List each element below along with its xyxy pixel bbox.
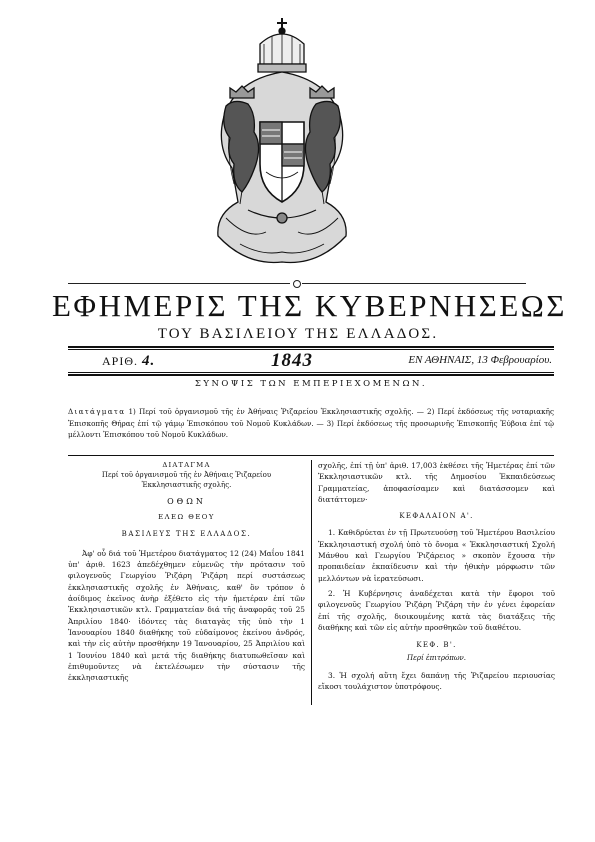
synopsis-text: 1) Περί τοῦ ὀργανισμοῦ τῆς ἐν Ἀθήναις Ῥιζαρείου Ἐκκλησιαστικῆς σχολῆς. — 2) Περί ἐκδόσεως τῆς νοταριακῆς Ἐπισκοπῆς Θήρας ἐπί τῷ γάμῳ Ἐπισκόπου τοῦ Νομοῦ Κυκλάδων. — 3) Περί ἐκδόσεως τῆς προσωρινῆς Ἐπισκοπῆς Ἐύβοια ἐπί τῷ μέλλοντι Ἐπισκόπου τοῦ Νομοῦ Κυκλάδων.	[68, 407, 554, 439]
synopsis-body	[68, 406, 554, 441]
issue-number-label: ΑΡΙΘ.	[102, 354, 139, 368]
issue-number	[102, 353, 155, 370]
royal-coat-of-arms	[196, 14, 368, 276]
monarch-title: ΒΑΣΙΛΕΥΣ ΤΗΣ ΕΛΛΑΔΟΣ.	[121, 529, 252, 538]
monarch-name: ΟΘΩΝ	[167, 497, 206, 506]
issue-number-value: 4.	[142, 353, 156, 369]
chapter-2-subtitle: Περί ἐπιτρόπων.	[406, 654, 467, 663]
issue-year: 1843	[271, 350, 313, 371]
article-3: 3. Ἡ σχολή αὕτη ἔχει δαπάνῃ τῆς Ῥιζαρείου περιουσίας εἴκοσι τουλάχιστον ὑποτρόφους.	[318, 670, 555, 692]
right-column	[318, 460, 555, 696]
decree-doc-type: ΔΙΑΤΑΓΜΑ	[162, 461, 211, 469]
decree-subject: Περί τοῦ ὀργανισμοῦ τῆς ἐν Ἀθήναις Ῥιζαρείου Ἐκκλησιαστικῆς σχολῆς.	[101, 471, 272, 489]
column-divider	[311, 460, 312, 705]
issue-place-date: ΕΝ ΑΘΗΝΑΙΣ, 13 Φεβρουαρίου.	[408, 354, 552, 366]
gazette-title: ΕΦΗΜΕΡΙΣ ΤΗΣ ΚΥΒΕΡΝΗΣΕΩΣ	[52, 288, 567, 323]
article-2: 2. Ἡ Κυβέρνησις ἀναδέχεται κατὰ τὴν ἔφοροι τοῦ φιλογενοῦς Γεωργίου Ῥιζάρη Ῥιζάρη τὴν ἐν γένει ἐφορείαν ἐπί τῆς σχολῆς, διοικουμένης κατὰ τὰς διατάξεις τῆς διαθήκης καὶ τῶν εἰς αὐτὴν προσθηκῶν τοῦ διαθέτου.	[318, 588, 555, 632]
article-1: 1. Καθιδρύεται ἐν τῇ Πρωτευούσῃ τοῦ Ἡμετέρου Βασιλείου Ἐκκλησιαστική σχολή ὑπὸ τὸ ὄνομα « Ἐκκλησιαστική Σχολή Μάνθου καὶ Γεωργίου Ῥιζάρειος » σκοπὸν ἔχουσα τὴν προπαιδείαν ἐκπαίδευσιν καὶ τὴν ἠθικὴν μόρφωσιν τῶν μελλόντων νὰ ἱερατεύσωσι.	[318, 528, 555, 583]
chapter-2-heading: ΚΕΦ. Β'.	[416, 641, 457, 650]
gazette-subtitle: ΤΟΥ ΒΑΣΙΛΕΙΟΥ ΤΗΣ ΕΛΛΑΔΟΣ.	[157, 326, 439, 342]
left-column	[68, 460, 305, 683]
monarch-grace: ΕΛΕΩ ΘΕΟΥ	[158, 513, 215, 522]
synopsis-title: ΣΥΝΟΨΙΣ ΤΩΝ ΕΜΠΕΡΙΕΧΟΜΕΝΩΝ.	[194, 379, 428, 389]
preamble-continuation: σχολῆς, ἐπί τῇ ὑπ' ἀριθ. 17,003 ἐκθέσει τῆς Ἡμετέρας ἐπί τῶν Ἐκκλησιαστικῶν κτλ. τῆς Δημοσίου Ἐκπαιδεύσεως Γραμματείας, ἀποφασίσαμεν καὶ διατάσσομεν καὶ διατάττομεν·	[318, 461, 555, 504]
issue-bar	[68, 352, 554, 370]
ornament-dot-icon	[290, 279, 302, 288]
decree-preamble: Ἀφ' οὗ διά τοῦ Ἡμετέρου διατάγματος 12 (24) Μαΐου 1841 ὑπ' ἀριθ. 1623 ἀπεδέχθημεν εὐμενῶς τὴν πρότασιν τοῦ φιλογενοῦς Γεωργίου Ῥιζάρη Ῥιζάρη περί συστάσεως ἐκκλησιαστικῆς σχολῆς ἐν Ἀθήναις, καθ' ὃν τρόπον ὁ ἀοίδιμος ἐκεῖνος ἀνὴρ ἐξέθετο εἰς τὴν ἡμετέραν ἐπί τῶν Ἐκκλησιαστικῶν κτλ. Γραμματείαν διά τῆς ἀναφορᾶς τοῦ 25 Ἀπριλίου 1840· ἰδόντες τὰς διαταγὰς τῆς ὑπὸ τὴν 1 Ἰανουαρίου 1840 διαθήκης τοῦ εὐδαίμονος ἐκείνου ἀνδρός, καὶ τὴν εἰς αὐτὴν προσθήκην 19 Ἰανουαρίου, 25 Ἀπριλίου καὶ 1 Ἰουνίου 1840 καὶ μετά τῆς διαθήκης διατυπωθεῖσαν καὶ ἐπιθυμοῦντες νὰ ἐκτελέσωμεν τὴν σύστασιν τῆς ἐκκλησιαστικῆς	[68, 548, 305, 683]
issue-bar-rule-bottom	[68, 372, 554, 376]
chapter-1-heading: ΚΕΦΑΛΑΙΟΝ Α'.	[399, 512, 474, 521]
synopsis-rule	[68, 455, 554, 456]
synopsis-lead: Διατάγματα	[68, 407, 126, 416]
